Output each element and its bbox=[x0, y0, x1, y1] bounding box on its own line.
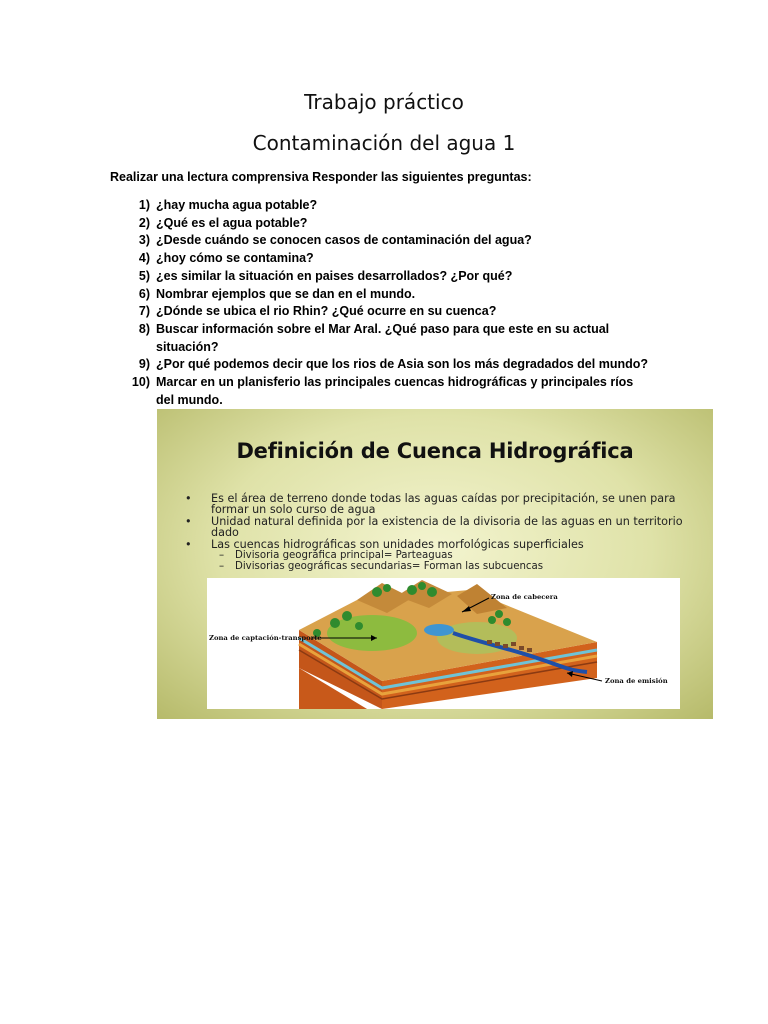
slide-bullet: • Unidad natural definida por la existencia de la divisoria de las aguas en un territorio dado bbox=[185, 514, 683, 540]
question-text: ¿Dónde se ubica el rio Rhin? ¿Qué ocurre en su cuenca? bbox=[156, 304, 497, 319]
question-number: 1) bbox=[138, 198, 150, 212]
label-cabecera: Zona de cabecera bbox=[491, 593, 558, 601]
slide-sub-bullet: – Divisoria geográfica principal= Parteaguas bbox=[219, 550, 453, 562]
question-text: ¿Por qué podemos decir que los rios de Asia son los más degradados del mundo? bbox=[156, 357, 648, 372]
question-text: ¿Desde cuándo se conocen casos de contaminación del agua? bbox=[156, 233, 532, 248]
question-text: ¿hay mucha agua potable? bbox=[156, 198, 318, 212]
question-item bbox=[130, 250, 650, 268]
label-captacion: Zona de captación-transporte bbox=[209, 634, 322, 642]
question-text: Nombrar ejemplos que se dan en el mundo. bbox=[156, 286, 416, 301]
question-number: 10) bbox=[131, 375, 150, 390]
label-emision: Zona de emisión bbox=[605, 677, 668, 685]
question-item bbox=[130, 286, 650, 304]
watershed-illustration bbox=[207, 578, 680, 709]
question-number: 3) bbox=[138, 233, 150, 248]
question-number: 7) bbox=[138, 304, 150, 319]
question-text: ¿hoy cómo se contamina? bbox=[156, 251, 314, 266]
slide-bullet: • Es el área de terreno donde todas las aguas caídas por precipitación, se unen para formar un solo curso de agua bbox=[185, 492, 676, 517]
question-item bbox=[130, 374, 650, 409]
question-item bbox=[130, 303, 650, 321]
question-text: Buscar información sobre el Mar Aral. ¿Qué paso para que este en su actual situación? bbox=[156, 321, 610, 354]
slide-bullet: • Las cuencas hidrográficas son unidades morfológicas superficiales bbox=[185, 537, 584, 551]
question-number: 8) bbox=[138, 321, 150, 336]
document-subtitle: Contaminación del agua 1 bbox=[252, 131, 516, 155]
question-number: 9) bbox=[138, 357, 150, 372]
question-number: 5) bbox=[138, 268, 150, 283]
slide-image bbox=[157, 409, 713, 719]
question-text: ¿Qué es el agua potable? bbox=[156, 215, 308, 230]
slide-title: Definición de Cuenca Hidrográfica bbox=[236, 439, 634, 463]
question-text: Marcar en un planisferio las principales cuencas hidrográficas y principales ríos del mundo. bbox=[156, 375, 634, 407]
question-item bbox=[130, 321, 650, 356]
question-number: 6) bbox=[138, 286, 150, 301]
question-text: ¿es similar la situación en paises desarrollados? ¿Por qué? bbox=[156, 268, 513, 283]
slide-sub-bullet: – Divisorias geográficas secundarias= Forman las subcuencas bbox=[219, 561, 544, 573]
document-title: Trabajo práctico bbox=[304, 90, 464, 114]
instructions: Realizar una lectura comprensiva Responder las siguientes preguntas: bbox=[110, 170, 532, 184]
question-item bbox=[130, 232, 650, 250]
watershed-diagram bbox=[207, 578, 680, 709]
question-item bbox=[130, 197, 650, 215]
questions-list bbox=[130, 197, 650, 409]
question-item bbox=[130, 268, 650, 286]
question-number: 4) bbox=[138, 251, 150, 266]
slide-bullets bbox=[185, 493, 695, 573]
question-item bbox=[130, 215, 650, 233]
question-number: 2) bbox=[138, 215, 150, 230]
question-item bbox=[130, 356, 650, 374]
